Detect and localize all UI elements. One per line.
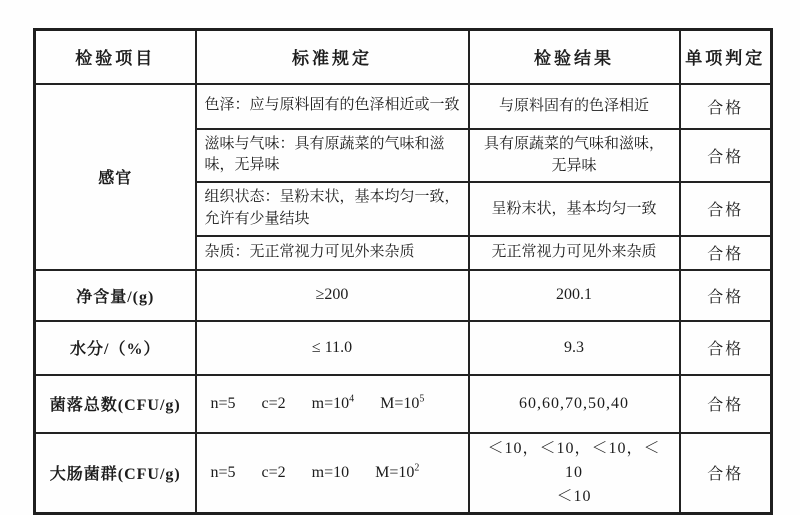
table-header-row <box>35 30 772 84</box>
table-row-total-colony <box>35 375 772 433</box>
coliform-result-line2: ＜10 <box>556 487 592 505</box>
spec-cell-texture: 组织状态：呈粉末状，基本均匀一致，允许有少量结块 <box>196 182 469 236</box>
header-item-judgment: 单项判定 <box>680 30 772 84</box>
spec-M-value <box>380 395 424 412</box>
spec-m-base: m=10 <box>311 463 350 481</box>
spec-m-exponent: 4 <box>349 393 355 405</box>
spec-M-base: M=10 <box>380 394 420 412</box>
result-cell-taste-odor: 具有原蔬菜的气味和滋味，无异味 <box>469 129 680 183</box>
judgment-cell-net-content: 合格 <box>680 270 772 321</box>
item-cell-sensory: 感官 <box>35 84 196 270</box>
table-row-moisture <box>35 321 772 375</box>
item-cell-coliform: 大肠菌群(CFU/g) <box>35 433 196 514</box>
header-inspection-result: 检验结果 <box>469 30 680 84</box>
header-inspection-item: 检验项目 <box>35 30 196 84</box>
judgment-cell-coliform: 合格 <box>680 433 772 514</box>
spec-n-value: n=5 <box>210 394 236 412</box>
judgment-cell-texture: 合格 <box>680 182 772 236</box>
header-standard-requirement: 标准规定 <box>196 30 469 84</box>
spec-cell-taste-odor: 滋味与气味：具有原蔬菜的气味和滋味，无异味 <box>196 129 469 183</box>
coliform-result-line1: ＜10，＜10，＜10，＜10 <box>487 439 661 481</box>
result-cell-total-colony: 60,60,70,50,40 <box>469 375 680 433</box>
spec-cell-color: 色泽：应与原料固有的色泽相近或一致 <box>196 84 469 129</box>
spec-M-exponent: 2 <box>414 462 420 474</box>
result-cell-texture: 呈粉末状，基本均匀一致 <box>469 182 680 236</box>
spec-M-exponent: 5 <box>419 393 425 405</box>
result-cell-impurity: 无正常视力可见外来杂质 <box>469 236 680 270</box>
inspection-report-table <box>33 28 773 515</box>
result-cell-moisture: 9.3 <box>469 321 680 375</box>
spec-n-value: n=5 <box>210 463 236 481</box>
table-row-coliform <box>35 433 772 514</box>
judgment-cell-impurity: 合格 <box>680 236 772 270</box>
result-cell-coliform <box>469 433 680 514</box>
spec-cell-total-colony <box>196 375 469 433</box>
result-cell-net-content: 200.1 <box>469 270 680 321</box>
spec-cell-moisture: ≤ 11.0 <box>196 321 469 375</box>
table-row-sensory-color <box>35 84 772 129</box>
judgment-cell-moisture: 合格 <box>680 321 772 375</box>
spec-M-value <box>375 464 419 481</box>
judgment-cell-total-colony: 合格 <box>680 375 772 433</box>
item-cell-total-colony: 菌落总数(CFU/g) <box>35 375 196 433</box>
spec-cell-coliform <box>196 433 469 514</box>
spec-cell-net-content: ≥200 <box>196 270 469 321</box>
spec-m-value <box>312 395 354 412</box>
spec-m-value <box>312 464 349 481</box>
spec-c-value: c=2 <box>261 463 286 481</box>
item-cell-moisture: 水分/（%） <box>35 321 196 375</box>
judgment-cell-color: 合格 <box>680 84 772 129</box>
item-cell-net-content: 净含量/(g) <box>35 270 196 321</box>
judgment-cell-taste-odor: 合格 <box>680 129 772 183</box>
table-row-net-content <box>35 270 772 321</box>
spec-m-base: m=10 <box>311 394 350 412</box>
result-cell-color: 与原料固有的色泽相近 <box>469 84 680 129</box>
spec-M-base: M=10 <box>375 463 415 481</box>
spec-cell-impurity: 杂质：无正常视力可见外来杂质 <box>196 236 469 270</box>
spec-c-value: c=2 <box>261 394 286 412</box>
